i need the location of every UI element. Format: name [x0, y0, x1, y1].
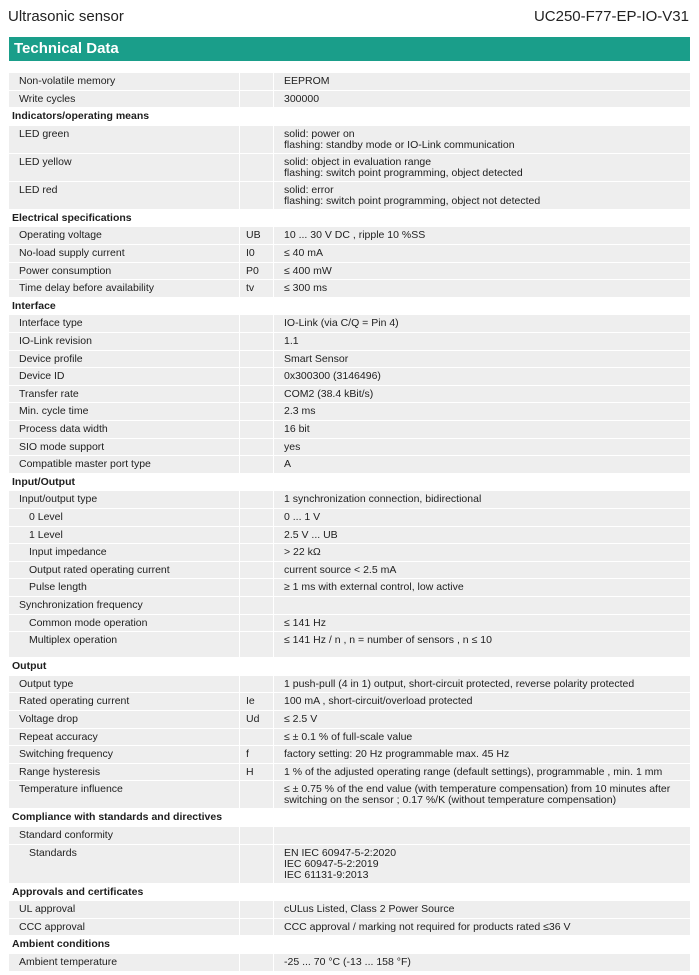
spec-label: Pulse length	[29, 581, 87, 594]
spec-value: 1.1	[284, 335, 299, 347]
spec-row	[9, 126, 690, 154]
spec-label: Min. cycle time	[19, 405, 89, 418]
spec-value: ≤ 400 mW	[284, 264, 332, 277]
spec-symbol: f	[239, 746, 274, 764]
spec-symbol	[239, 154, 274, 182]
spec-symbol	[239, 579, 274, 597]
spec-label: Input impedance	[29, 546, 107, 559]
spec-label: Synchronization frequency	[19, 599, 143, 611]
spec-symbol: Ud	[239, 711, 274, 729]
spec-symbol	[239, 781, 274, 809]
spec-symbol	[239, 421, 274, 439]
spec-label: Operating voltage	[19, 229, 102, 242]
spec-label: Write cycles	[19, 92, 76, 105]
spec-row	[9, 676, 690, 694]
section-heading	[9, 658, 690, 676]
spec-value: solid: power on flashing: standby mode or IO-Link communication	[284, 127, 515, 151]
spec-label: No-load supply current	[19, 247, 125, 259]
spec-row	[9, 245, 690, 263]
spec-symbol	[239, 439, 274, 457]
spec-symbol: Ie	[239, 693, 274, 711]
spec-symbol: I0	[239, 245, 274, 263]
product-type: Ultrasonic sensor	[8, 8, 124, 25]
section-heading-label: Input/Output	[12, 475, 75, 488]
spec-value: 2.5 V ... UB	[284, 528, 338, 541]
spec-label: LED green	[19, 127, 70, 140]
spec-row	[9, 827, 690, 845]
spec-row	[9, 456, 690, 474]
spec-row	[9, 615, 690, 633]
spec-row	[9, 227, 690, 245]
section-heading-label: Output	[12, 660, 47, 673]
spec-symbol: H	[239, 764, 274, 782]
section-heading	[9, 936, 690, 954]
spec-label: Output type	[19, 677, 74, 690]
spec-symbol	[239, 456, 274, 474]
spec-label: Device profile	[19, 352, 83, 365]
spec-value: ≤ 300 ms	[284, 282, 328, 295]
spec-value: 100 mA , short-circuit/overload protected	[284, 695, 473, 708]
spec-row	[9, 579, 690, 597]
spec-symbol	[239, 729, 274, 747]
section-heading-label: Compliance with standards and directives	[12, 811, 223, 824]
spec-label: Rated operating current	[19, 695, 130, 708]
section-heading-label: Indicators/operating means	[12, 110, 150, 123]
spec-value: 0x300300 (3146496)	[284, 370, 381, 383]
section-heading-label: Electrical specifications	[12, 211, 132, 224]
spec-label: SIO mode support	[19, 440, 105, 453]
spec-symbol	[239, 368, 274, 386]
spec-row	[9, 439, 690, 457]
spec-symbol	[239, 845, 274, 884]
spec-row	[9, 491, 690, 509]
spec-value: EEPROM	[284, 75, 330, 87]
spec-symbol	[239, 597, 274, 615]
spec-label: Multiplex operation	[29, 634, 118, 647]
model-number: UC250-F77-EP-IO-V31	[533, 8, 689, 25]
spec-label: CCC approval	[19, 920, 85, 933]
spec-value	[275, 827, 690, 845]
spec-label: Ambient temperature	[19, 956, 118, 968]
spec-label: Range hysteresis	[19, 765, 101, 778]
spec-symbol	[239, 827, 274, 845]
spec-symbol	[239, 676, 274, 694]
spec-value: current source < 2.5 mA	[284, 563, 397, 576]
spec-label: Device ID	[19, 370, 65, 383]
section-heading	[9, 809, 690, 827]
spec-row	[9, 91, 690, 109]
spec-value: solid: error flashing: switch point programming, object not detected	[284, 183, 541, 207]
spec-value: EN IEC 60947-5-2:2020 IEC 60947-5-2:2019 IEC 61131-9:2013	[284, 846, 397, 881]
spec-value	[275, 597, 690, 615]
spec-label: Standard conformity	[19, 829, 113, 841]
spec-row	[9, 711, 690, 729]
spec-label: LED red	[19, 183, 58, 196]
spec-row	[9, 845, 690, 884]
spec-row	[9, 154, 690, 182]
spec-symbol	[239, 126, 274, 154]
spec-symbol	[239, 562, 274, 580]
spec-label: Standards	[29, 846, 77, 859]
spec-label: Transfer rate	[19, 387, 79, 400]
spec-row	[9, 421, 690, 439]
spec-value: solid: object in evaluation range flashing: switch point programming, object detected	[284, 155, 523, 179]
section-heading	[9, 298, 690, 316]
spec-symbol	[239, 91, 274, 109]
section-heading	[9, 108, 690, 126]
spec-row	[9, 746, 690, 764]
spec-value: ≤ 2.5 V	[284, 713, 318, 725]
spec-label: Temperature influence	[19, 783, 123, 796]
spec-label: Voltage drop	[19, 713, 78, 725]
section-heading	[9, 210, 690, 228]
spec-symbol	[239, 527, 274, 545]
spec-label: Interface type	[19, 317, 83, 330]
spec-label: Common mode operation	[29, 616, 148, 629]
spec-row	[9, 73, 690, 91]
spec-row	[9, 764, 690, 782]
spec-symbol	[239, 333, 274, 351]
spec-value: cULus Listed, Class 2 Power Source	[284, 903, 455, 916]
spec-label: Compatible master port type	[19, 458, 151, 471]
spec-label: 0 Level	[29, 511, 63, 523]
spec-label: LED yellow	[19, 155, 72, 168]
spec-value: yes	[284, 440, 301, 453]
spec-symbol	[239, 491, 274, 509]
spec-row	[9, 182, 690, 210]
spec-symbol	[239, 919, 274, 937]
spec-value: ≤ 40 mA	[284, 247, 324, 259]
spec-row	[9, 562, 690, 580]
spec-label: UL approval	[19, 903, 76, 916]
spec-value: 1 % of the adjusted operating range (default settings), programmable , min. 1 mm	[284, 765, 663, 778]
spec-label: Repeat accuracy	[19, 730, 98, 743]
spec-row	[9, 919, 690, 937]
spec-symbol	[239, 403, 274, 421]
spec-row	[9, 954, 690, 972]
section-heading	[9, 884, 690, 902]
spec-row	[9, 386, 690, 404]
spec-symbol: tv	[239, 280, 274, 298]
spec-symbol	[239, 351, 274, 369]
spec-label: Input/output type	[19, 493, 98, 506]
spec-label: Time delay before availability	[19, 282, 155, 295]
spec-row	[9, 509, 690, 527]
section-heading-label: Approvals and certificates	[12, 885, 144, 898]
spec-value: CCC approval / marking not required for products rated ≤36 V	[284, 920, 571, 933]
spec-symbol	[239, 182, 274, 210]
spec-value: > 22 kΩ	[284, 546, 321, 559]
spec-symbol	[239, 954, 274, 972]
spec-label: Process data width	[19, 423, 108, 435]
spec-row	[9, 527, 690, 545]
spec-symbol	[239, 509, 274, 527]
spec-value: 0 ... 1 V	[284, 511, 321, 523]
spec-value: COM2 (38.4 kBit/s)	[284, 387, 374, 400]
spec-value: ≤ ± 0.75 % of the end value (with temperature compensation) from 10 minutes after switching on the sensor ; 0.17 %/K (without temperature compensation)	[284, 783, 671, 807]
spec-row	[9, 368, 690, 386]
spec-value: -25 ... 70 °C (-13 ... 158 °F)	[284, 956, 411, 968]
spec-symbol	[239, 315, 274, 333]
spec-label: Switching frequency	[19, 748, 113, 761]
spec-symbol: UB	[239, 227, 274, 245]
spec-row	[9, 729, 690, 747]
spec-label: Output rated operating current	[29, 563, 170, 576]
spec-value: Smart Sensor	[284, 352, 349, 365]
spec-value: 2.3 ms	[284, 405, 316, 418]
spec-row	[9, 263, 690, 281]
spec-value: ≥ 1 ms with external control, low active	[284, 581, 464, 594]
spec-value: IO-Link (via C/Q = Pin 4)	[284, 317, 399, 330]
spec-symbol	[239, 73, 274, 91]
spec-row	[9, 632, 690, 658]
spec-row	[9, 280, 690, 298]
spec-value: ≤ 141 Hz / n , n = number of sensors , n ≤ 10	[284, 634, 492, 647]
spec-label: Power consumption	[19, 264, 112, 277]
spec-value: A	[284, 458, 292, 471]
spec-row	[9, 693, 690, 711]
spec-symbol	[239, 901, 274, 919]
section-heading-label: Interface	[12, 299, 56, 312]
spec-value: 10 ... 30 V DC , ripple 10 %SS	[284, 229, 426, 242]
spec-label: IO-Link revision	[19, 335, 92, 347]
section-title: Technical Data	[14, 40, 119, 57]
spec-symbol	[239, 632, 274, 658]
spec-row	[9, 544, 690, 562]
spec-value: ≤ ± 0.1 % of full-scale value	[284, 730, 413, 743]
section-heading	[9, 474, 690, 492]
section-heading-label: Ambient conditions	[12, 938, 110, 951]
spec-value: 1 push-pull (4 in 1) output, short-circuit protected, reverse polarity protected	[284, 677, 635, 690]
spec-label: Non-volatile memory	[19, 75, 116, 87]
spec-symbol	[239, 615, 274, 633]
spec-symbol	[239, 544, 274, 562]
spec-row	[9, 597, 690, 615]
spec-row	[9, 351, 690, 369]
section-banner	[9, 37, 690, 61]
spec-value: 1 synchronization connection, bidirectional	[284, 493, 482, 506]
spec-symbol	[239, 386, 274, 404]
spec-row	[9, 315, 690, 333]
spec-value: ≤ 141 Hz	[284, 616, 326, 629]
spec-row	[9, 403, 690, 421]
spec-label: 1 Level	[29, 528, 63, 541]
spec-value: 300000	[284, 92, 320, 105]
spec-row	[9, 781, 690, 809]
spec-value: factory setting: 20 Hz programmable max. 45 Hz	[284, 748, 510, 761]
spec-value: 16 bit	[284, 423, 310, 435]
spec-row	[9, 901, 690, 919]
spec-row	[9, 333, 690, 351]
spec-symbol: P0	[239, 263, 274, 281]
